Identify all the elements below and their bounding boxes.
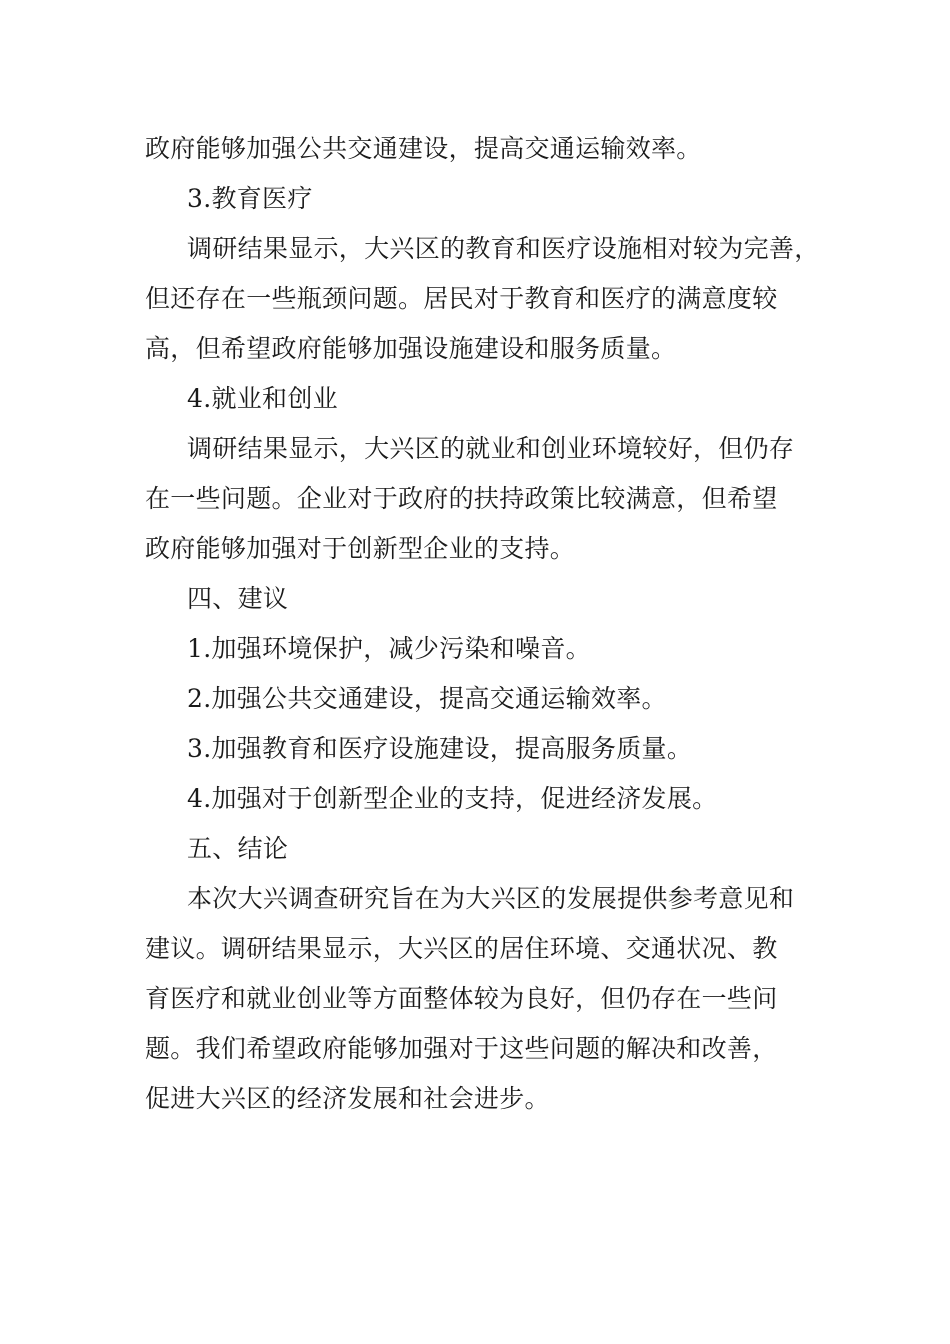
suggestion-item: 1.加强环境保护，减少污染和噪音。: [187, 634, 591, 663]
paragraph-line: 调研结果显示，大兴区的就业和创业环境较好，但仍存: [187, 434, 795, 463]
paragraph-line: 本次大兴调查研究旨在为大兴区的发展提供参考意见和: [187, 884, 795, 913]
section-heading-education-healthcare: 3.教育医疗: [187, 184, 313, 213]
paragraph-line: 政府能够加强对于创新型企业的支持。: [145, 534, 576, 563]
paragraph-line: 政府能够加强公共交通建设，提高交通运输效率。: [145, 134, 702, 163]
section-heading-employment: 4.就业和创业: [187, 384, 338, 413]
paragraph-line: 在一些问题。企业对于政府的扶持政策比较满意，但希望: [145, 484, 778, 513]
document-body: [145, 124, 825, 1124]
paragraph-line: 建议。调研结果显示，大兴区的居住环境、交通状况、教: [145, 934, 778, 963]
section-heading-suggestions: 四、建议: [187, 584, 289, 613]
suggestion-item: 2.加强公共交通建设，提高交通运输效率。: [187, 684, 667, 713]
paragraph-line: 育医疗和就业创业等方面整体较为良好，但仍存在一些问: [145, 984, 778, 1013]
suggestion-item: 4.加强对于创新型企业的支持，促进经济发展。: [187, 784, 718, 813]
section-heading-conclusion: 五、结论: [187, 834, 289, 863]
paragraph-line: 促进大兴区的经济发展和社会进步。: [145, 1084, 550, 1113]
suggestion-item: 3.加强教育和医疗设施建设，提高服务质量。: [187, 734, 693, 763]
paragraph-line: 题。我们希望政府能够加强对于这些问题的解决和改善，: [145, 1034, 778, 1063]
paragraph-line: 调研结果显示，大兴区的教育和医疗设施相对较为完善，: [187, 234, 820, 263]
paragraph-line: 但还存在一些瓶颈问题。居民对于教育和医疗的满意度较: [145, 284, 778, 313]
paragraph-line: 高，但希望政府能够加强设施建设和服务质量。: [145, 334, 677, 363]
